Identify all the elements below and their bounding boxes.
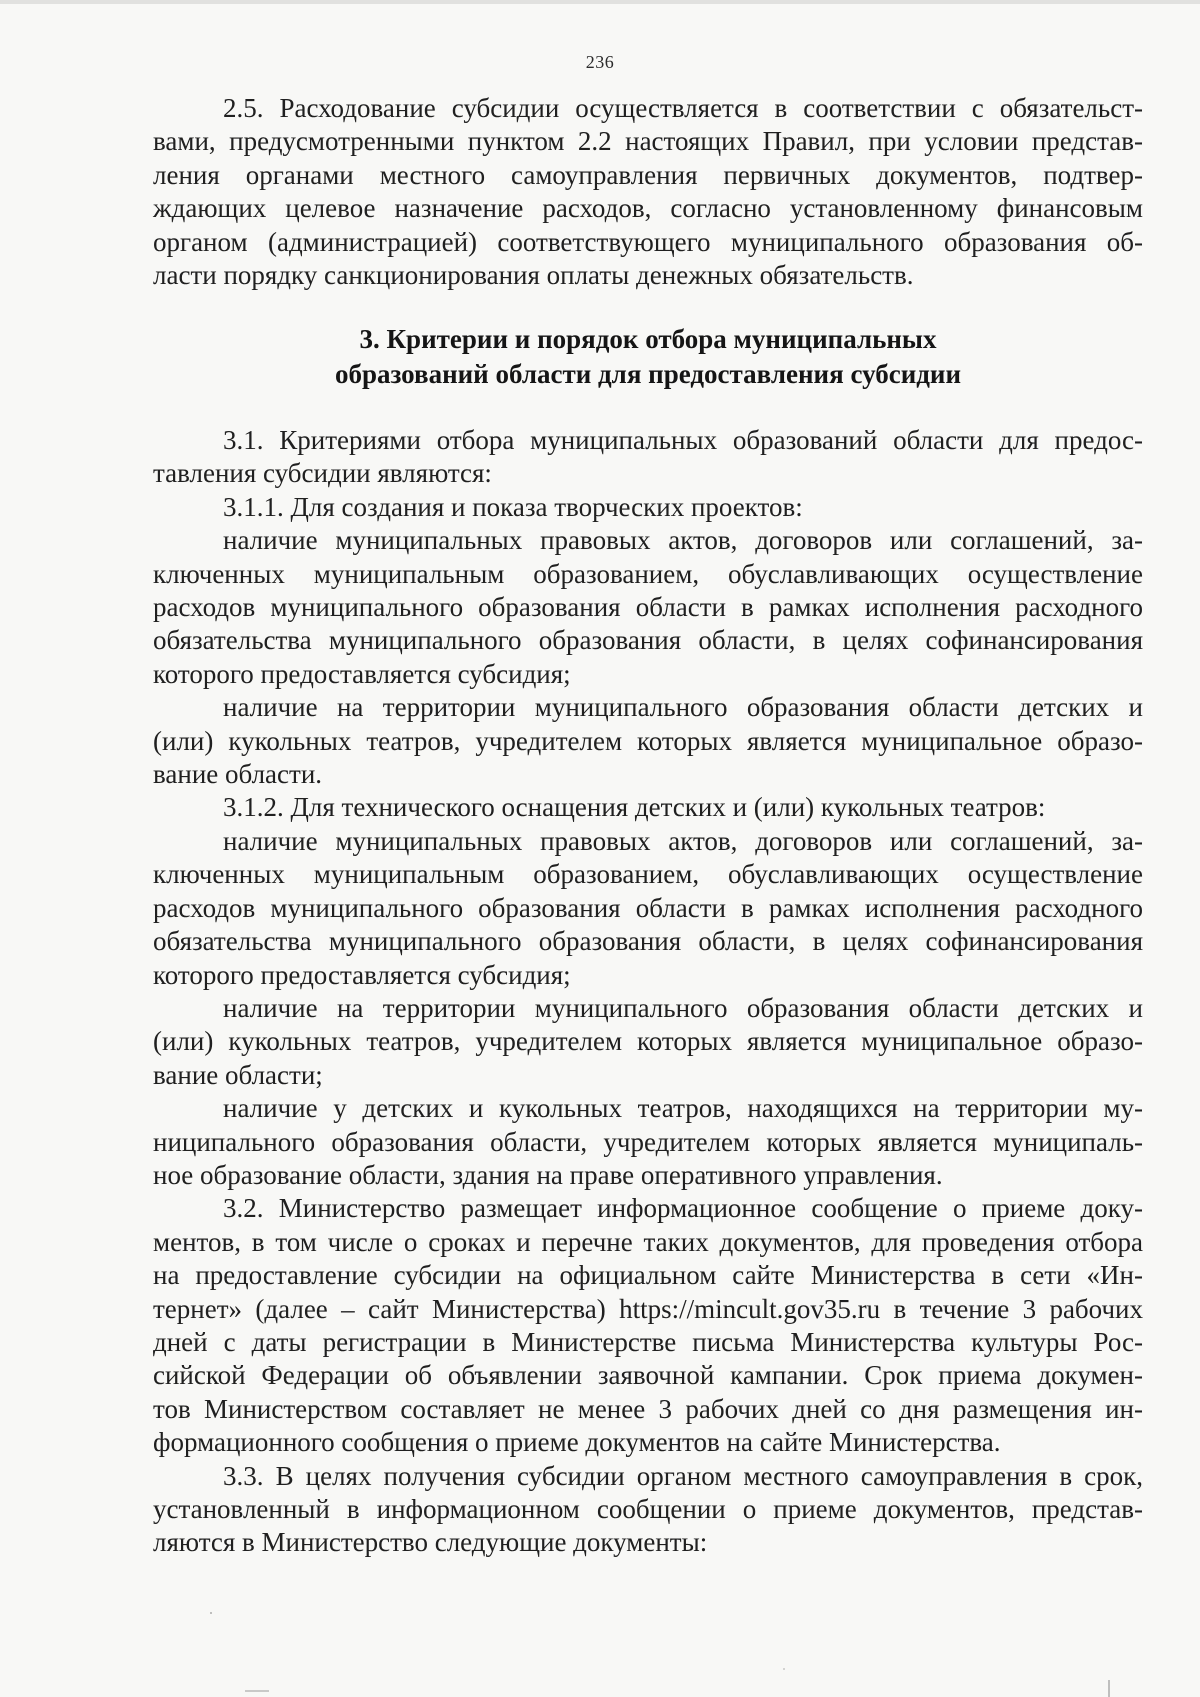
text-line: установленный в информационном сообщении о приеме документов, представ-: [153, 1494, 1143, 1524]
text-line: на предоставление субсидии на официальном сайте Министерства в сети «Ин-: [153, 1260, 1143, 1291]
text-line: тернет» (далее – сайт Министерства) https://mincult.gov35.ru в течение 3 рабочих: [153, 1293, 1143, 1324]
text-line: наличие муниципальных правовых актов, договоров или соглашений, за-: [223, 825, 1143, 856]
section-heading-line-1: 3. Критерии и порядок отбора муниципальных: [359, 324, 937, 354]
text-line: ментов, в том числе о сроках и перечне таких документов, для проведения отбора: [153, 1226, 1143, 1257]
text-line: 3.2. Министерство размещает информационное сообщение о приеме доку-: [223, 1193, 1143, 1224]
text-line: наличие на территории муниципального образования области детских и: [223, 692, 1143, 723]
text-line: ключенных муниципальным образованием, обуславливающих осуществление: [153, 558, 1143, 589]
text-line: вание области;: [153, 1059, 323, 1090]
text-line: вами, предусмотренными пунктом 2.2 настоящих Правил, при условии представ-: [153, 126, 1143, 157]
section-heading-line-2: образований области для предоставления субсидии: [334, 359, 962, 389]
text-line: наличие у детских и кукольных театров, находящихся на территории му-: [223, 1093, 1143, 1124]
scan-speck: [210, 1612, 212, 1614]
text-line: 3.1. Критериями отбора муниципальных образований области для предос-: [223, 425, 1143, 455]
text-line: расходов муниципального образования области в рамках исполнения расходного: [153, 592, 1143, 623]
text-line: которого предоставляется субсидия;: [153, 658, 571, 689]
text-line: (или) кукольных театров, учредителем которых является муниципальное образо-: [153, 1026, 1143, 1057]
page-number: 236: [585, 52, 615, 72]
text-line: ниципального образования области, учредителем которых является муниципаль-: [153, 1126, 1143, 1157]
text-line: 3.3. В целях получения субсидии органом местного самоуправления в срок,: [223, 1460, 1143, 1491]
text-line: ключенных муниципальным образованием, обуславливающих осуществление: [153, 859, 1143, 890]
text-line: 3.1.2. Для технического оснащения детских и (или) кукольных театров:: [223, 792, 1046, 823]
text-line: расходов муниципального образования области в рамках исполнения расходного: [153, 892, 1143, 923]
text-line: сийской Федерации об объявлении заявочной кампании. Срок приема докумен-: [153, 1360, 1143, 1391]
text-line: тавления субсидии являются:: [153, 458, 492, 489]
text-line: ляются в Министерство следующие документы:: [153, 1527, 708, 1558]
text-line: ное образование области, здания на праве оперативного управления.: [153, 1159, 943, 1190]
scan-edge-top: [0, 0, 1200, 4]
text-line: обязательства муниципального образования области, в целях софинансирования: [153, 926, 1143, 957]
text-line: ления органами местного самоуправления первичных документов, подтвер-: [153, 159, 1143, 190]
text-line: наличие на территории муниципального образования области детских и: [223, 992, 1143, 1023]
text-line: органом (администрацией) соответствующего муниципального образования об-: [153, 226, 1143, 257]
text-line: которого предоставляется субсидия;: [153, 959, 571, 990]
text-line: наличие муниципальных правовых актов, договоров или соглашений, за-: [223, 525, 1143, 556]
paragraph-2-5: [153, 92, 1143, 292]
section-3-body: [153, 424, 1143, 1560]
text-line: 3.1.1. Для создания и показа творческих проектов:: [223, 491, 803, 522]
text-line: формационного сообщения о приеме документов на сайте Министерства.: [153, 1427, 1001, 1458]
text-line: тов Министерством составляет не менее 3 рабочих дней со дня размещения ин-: [153, 1393, 1143, 1424]
text-line: обязательства муниципального образования области, в целях софинансирования: [153, 625, 1143, 656]
section-heading: [153, 322, 1143, 392]
scan-speck: [245, 1690, 269, 1692]
text-line: 2.5. Расходование субсидии осуществляется в соответствии с обязательст-: [223, 93, 1143, 123]
scan-speck: [783, 1668, 785, 1670]
text-line: ждающих целевое назначение расходов, согласно установленному финансовым: [153, 193, 1143, 224]
text-line: (или) кукольных театров, учредителем которых является муниципальное образо-: [153, 725, 1143, 756]
scan-speck: [1108, 1680, 1110, 1697]
text-line: вание области.: [153, 759, 323, 790]
text-line: дней с даты регистрации в Министерстве письма Министерства культуры Рос-: [153, 1326, 1143, 1357]
text-line: ласти порядку санкционирования оплаты денежных обязательств.: [153, 260, 914, 291]
